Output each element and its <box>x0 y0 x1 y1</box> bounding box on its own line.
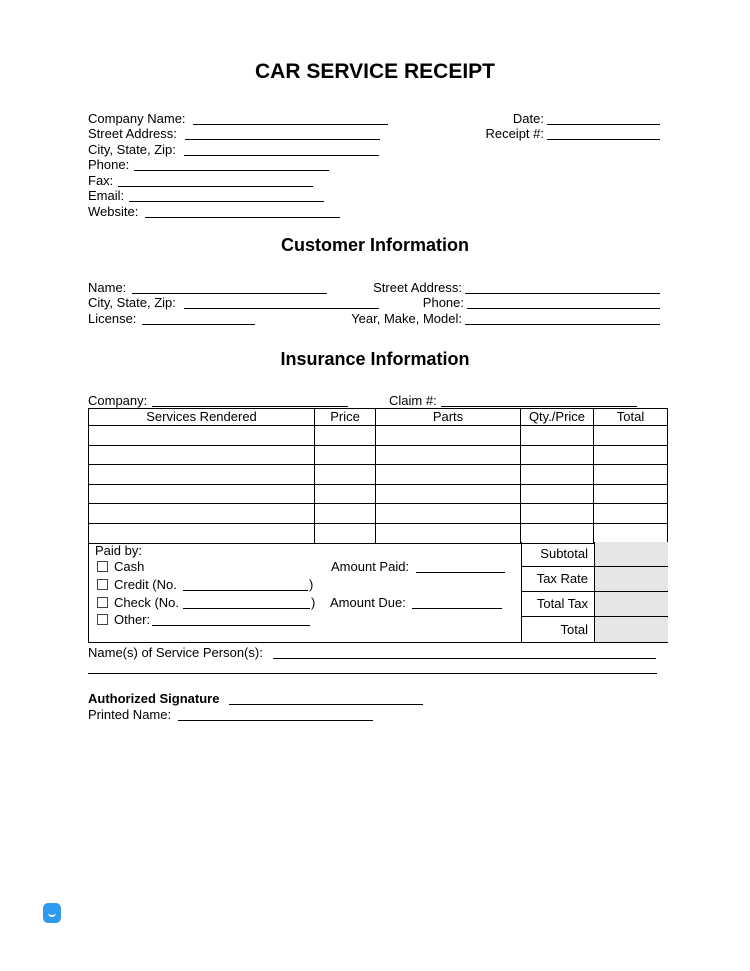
street-address-field[interactable] <box>185 139 380 140</box>
table-cell[interactable] <box>376 445 521 465</box>
amount-due-label: Amount Due: <box>330 595 406 610</box>
service-persons-field-line-2[interactable] <box>88 673 657 674</box>
credit-label: Credit (No. <box>114 577 177 592</box>
table-row <box>89 484 668 504</box>
fax-field[interactable] <box>118 186 313 187</box>
page-title: CAR SERVICE RECEIPT <box>255 60 495 83</box>
credit-number-field[interactable] <box>183 590 308 591</box>
phone-label: Phone: <box>88 157 130 172</box>
customer-street-address-label: Street Address: <box>373 280 462 295</box>
table-cell[interactable] <box>315 426 376 446</box>
website-label: Website: <box>88 204 139 219</box>
table-cell[interactable] <box>89 465 315 485</box>
table-cell[interactable] <box>521 465 594 485</box>
authorized-signature-field[interactable] <box>229 704 423 705</box>
services-rendered-header: Services Rendered <box>89 409 315 426</box>
customer-phone-field[interactable] <box>467 308 660 309</box>
checkbox-icon <box>97 561 108 572</box>
tax-rate-value[interactable] <box>594 567 668 591</box>
date-label: Date: <box>512 111 544 126</box>
table-row <box>89 426 668 446</box>
license-field[interactable] <box>142 324 255 325</box>
totals-panel <box>521 542 667 642</box>
date-field[interactable] <box>547 124 660 125</box>
table-row <box>89 504 668 524</box>
credit-option[interactable] <box>97 577 177 592</box>
check-number-field[interactable] <box>183 608 310 609</box>
table-cell[interactable] <box>594 504 668 524</box>
table-cell[interactable] <box>315 445 376 465</box>
total-tax-value[interactable] <box>594 592 668 616</box>
email-label: Email: <box>88 188 125 203</box>
check-close-paren: ) <box>311 595 316 610</box>
price-header: Price <box>315 409 376 426</box>
total-value[interactable] <box>594 617 668 642</box>
credit-close-paren: ) <box>309 577 314 592</box>
qty-price-header: Qty./Price <box>521 409 594 426</box>
customer-street-address-field[interactable] <box>465 293 660 294</box>
services-table <box>88 408 668 544</box>
customer-information-heading: Customer Information <box>280 235 469 255</box>
table-row <box>89 465 668 485</box>
total-row <box>522 617 667 642</box>
table-row <box>89 523 668 543</box>
table-cell[interactable] <box>315 504 376 524</box>
city-state-zip-label: City, State, Zip: <box>88 142 176 157</box>
company-name-label: Company Name: <box>88 111 186 126</box>
total-header: Total <box>594 409 668 426</box>
other-field[interactable] <box>152 625 310 626</box>
city-state-zip-field[interactable] <box>184 155 379 156</box>
website-field[interactable] <box>145 217 340 218</box>
amount-paid-field[interactable] <box>416 572 505 573</box>
checkbox-icon <box>97 597 108 608</box>
cash-label: Cash <box>114 559 145 574</box>
table-cell[interactable] <box>376 426 521 446</box>
table-cell[interactable] <box>594 445 668 465</box>
customer-name-field[interactable] <box>132 293 327 294</box>
insurance-information-heading: Insurance Information <box>280 349 470 369</box>
check-label: Check (No. <box>114 595 180 610</box>
customer-phone-label: Phone: <box>422 295 464 310</box>
table-cell[interactable] <box>521 504 594 524</box>
table-cell[interactable] <box>89 484 315 504</box>
table-cell[interactable] <box>521 523 594 543</box>
table-cell[interactable] <box>376 465 521 485</box>
insurance-company-field[interactable] <box>152 406 348 407</box>
table-cell[interactable] <box>89 504 315 524</box>
amount-due-field[interactable] <box>412 608 502 609</box>
table-cell[interactable] <box>89 445 315 465</box>
table-cell[interactable] <box>594 523 668 543</box>
customer-city-state-zip-label: City, State, Zip: <box>88 295 176 310</box>
table-cell[interactable] <box>89 426 315 446</box>
table-cell[interactable] <box>594 426 668 446</box>
printed-name-field[interactable] <box>178 720 373 721</box>
total-tax-label: Total Tax <box>536 596 588 611</box>
subtotal-value[interactable] <box>594 542 668 566</box>
table-cell[interactable] <box>376 504 521 524</box>
table-cell[interactable] <box>376 484 521 504</box>
table-cell[interactable] <box>521 484 594 504</box>
email-field[interactable] <box>129 201 324 202</box>
checkbox-icon <box>97 579 108 590</box>
checkbox-icon <box>97 614 108 625</box>
brand-logo-icon <box>43 903 61 923</box>
insurance-company-label: Company: <box>88 393 148 408</box>
table-header-row <box>89 409 668 426</box>
subtotal-label: Subtotal <box>540 546 588 561</box>
license-label: License: <box>88 311 137 326</box>
service-persons-field[interactable] <box>273 658 656 659</box>
subtotal-row <box>522 542 667 567</box>
fax-label: Fax: <box>88 173 114 188</box>
other-label: Other: <box>114 612 151 627</box>
cash-option[interactable] <box>97 559 144 574</box>
total-label: Total <box>560 622 588 637</box>
tax-rate-row <box>522 567 667 592</box>
check-option[interactable] <box>97 595 179 610</box>
table-row <box>89 445 668 465</box>
table-cell[interactable] <box>376 523 521 543</box>
table-cell[interactable] <box>594 465 668 485</box>
company-name-field[interactable] <box>193 124 388 125</box>
table-cell[interactable] <box>315 465 376 485</box>
printed-name-label: Printed Name: <box>88 707 172 722</box>
paid-by-label: Paid by: <box>95 543 142 558</box>
table-cell[interactable] <box>315 523 376 543</box>
table-cell[interactable] <box>521 445 594 465</box>
service-persons-label: Name(s) of Service Person(s): <box>88 645 263 660</box>
authorized-signature-label: Authorized Signature <box>88 691 220 706</box>
table-cell[interactable] <box>89 523 315 543</box>
phone-field[interactable] <box>134 170 329 171</box>
total-tax-row <box>522 592 667 617</box>
parts-header: Parts <box>376 409 521 426</box>
customer-name-label: Name: <box>88 280 127 295</box>
tax-rate-label: Tax Rate <box>536 571 588 586</box>
receipt-number-label: Receipt #: <box>485 126 544 141</box>
claim-number-label: Claim #: <box>389 393 437 408</box>
year-make-model-label: Year, Make, Model: <box>351 311 462 326</box>
claim-number-field[interactable] <box>441 406 637 407</box>
receipt-number-field[interactable] <box>547 139 660 140</box>
year-make-model-field[interactable] <box>465 324 660 325</box>
street-address-label: Street Address: <box>88 126 177 141</box>
other-option[interactable] <box>97 612 150 627</box>
amount-paid-label: Amount Paid: <box>331 559 410 574</box>
table-cell[interactable] <box>521 426 594 446</box>
table-cell[interactable] <box>594 484 668 504</box>
table-cell[interactable] <box>315 484 376 504</box>
